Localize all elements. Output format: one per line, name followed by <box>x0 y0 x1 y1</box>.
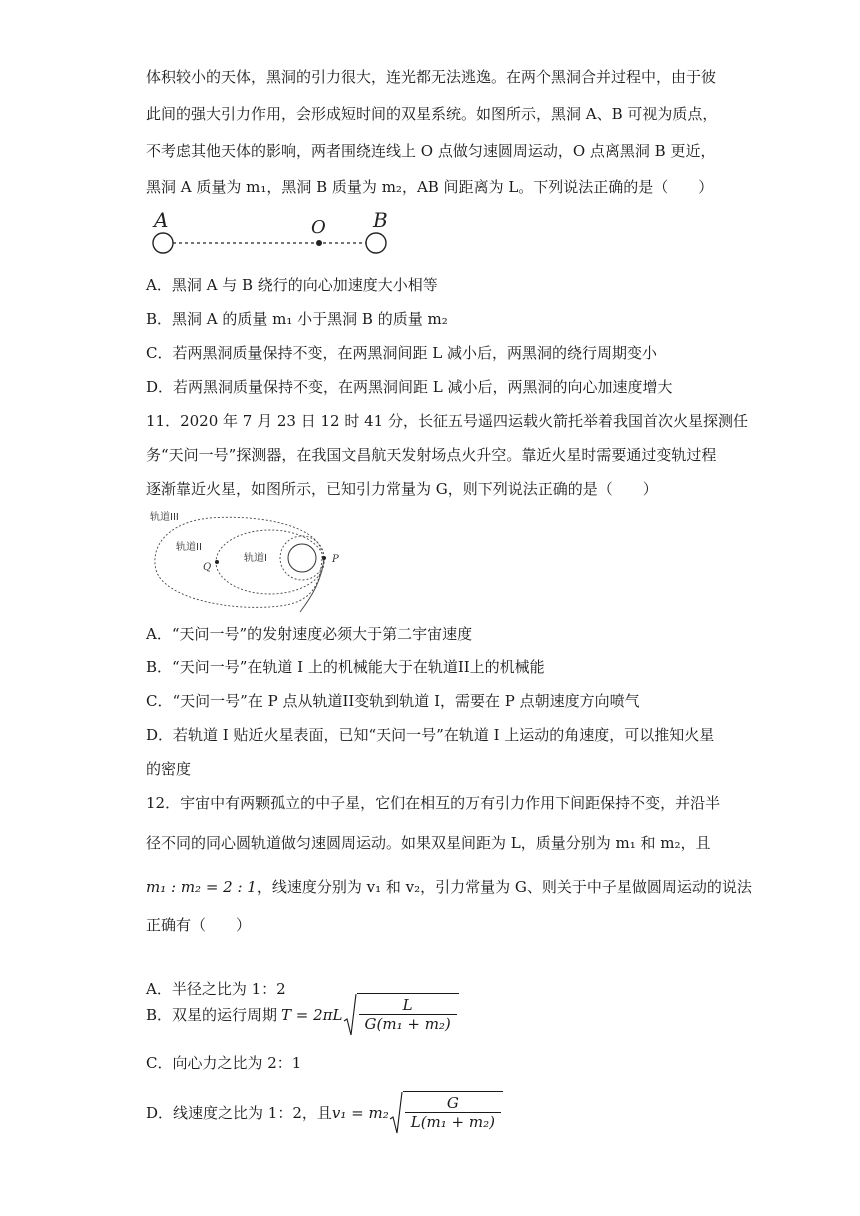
q12-line-1: 12．宇宙中有两颗孤立的中子星，它们在相互的万有引力作用下间距保持不变，并沿半 <box>146 794 721 812</box>
label-q: Q <box>203 562 212 573</box>
velocity-sqrt <box>389 1091 503 1135</box>
label-o: O <box>311 217 326 238</box>
period-denominator: G(m₁ + m₂) <box>364 1015 451 1033</box>
q10-line-1: 体积较小的天体，黑洞的引力很大，连光都无法逃逸。在两个黑洞合并过程中，由于彼 <box>146 68 717 86</box>
q12-line-2: 径不同的同心圆轨道做匀速圆周运动。如果双星间距为 L，质量分别为 m₁ 和 m₂，且 <box>146 834 711 852</box>
q10-option-b: B．黑洞 A 的质量 m₁ 小于黑洞 B 的质量 m₂ <box>146 310 448 328</box>
point-q <box>215 560 219 564</box>
q11-line-3: 逐渐靠近火星，如图所示，已知引力常量为 G，则下列说法正确的是（ ） <box>146 480 658 498</box>
point-p <box>322 556 326 560</box>
q12-option-b-text: B．双星的运行周期 <box>146 1006 278 1024</box>
black-hole-a <box>153 233 173 253</box>
q11-line-2: 务“天问一号”探测器，在我国文昌航天发射场点火升空。靠近火星时需要通过变轨过程 <box>146 446 717 464</box>
q11-option-c: C．“天问一号”在 P 点从轨道II变轨到轨道 I，需要在 P 点朝速度方向喷气 <box>146 692 640 710</box>
q10-line-4: 黑洞 A 质量为 m₁，黑洞 B 质量为 m₂，AB 间距离为 L。下列说法正确的是（ ） <box>146 178 714 196</box>
q11-option-a: A．“天问一号”的发射速度必须大于第二宇宙速度 <box>146 625 473 643</box>
label-a: A <box>154 208 169 232</box>
mars-orbit-diagram <box>140 508 360 616</box>
q12-option-a: A．半径之比为 1：2 <box>146 980 286 998</box>
q10-option-c: C．若两黑洞质量保持不变，在两黑洞间距 L 减小后，两黑洞的绕行周期变小 <box>146 344 657 362</box>
q10-option-a: A．黑洞 A 与 B 绕行的向心加速度大小相等 <box>146 276 438 294</box>
q11-option-d: D．若轨道 I 贴近火星表面，已知“天问一号”在轨道 I 上运动的角速度，可以推知火星 <box>146 726 715 744</box>
q12-option-b <box>146 990 800 1040</box>
label-orbit-iii: 轨道III <box>150 512 179 523</box>
velocity-denominator: L(m₁ + m₂) <box>410 1113 495 1131</box>
q12-option-c: C．向心力之比为 2：1 <box>146 1054 302 1072</box>
period-sqrt <box>343 993 459 1037</box>
sqrt-symbol-icon <box>343 993 357 1037</box>
q12-option-d-text: D．线速度之比为 1：2，且 <box>146 1104 332 1122</box>
q12-line-4: 正确有（ ） <box>146 916 252 934</box>
label-p: P <box>332 554 339 565</box>
velocity-formula-lhs: v₁ = m₂ <box>331 1104 389 1122</box>
orbit-i <box>280 536 324 580</box>
q12-option-d <box>146 1088 800 1138</box>
velocity-numerator: G <box>405 1094 501 1113</box>
sqrt-symbol-icon <box>389 1091 403 1135</box>
orbit-iii <box>155 517 322 607</box>
center-point-o <box>316 240 322 246</box>
q11-option-d-cont: 的密度 <box>146 760 192 778</box>
q10-option-d: D．若两黑洞质量保持不变，在两黑洞间距 L 减小后，两黑洞的向心加速度增大 <box>146 378 673 396</box>
binary-black-hole-diagram <box>140 205 400 260</box>
q12-line-3-text: ，线速度分别为 v₁ 和 v₂，引力常量为 G、则关于中子星做圆周运动的说法 <box>256 878 752 896</box>
approach-trajectory <box>300 558 324 612</box>
black-hole-b <box>366 233 386 253</box>
q10-line-3: 不考虑其他天体的影响，两者围绕连线上 O 点做匀速圆周运动，O 点离黑洞 B 更近， <box>146 142 716 160</box>
q11-line-1: 11．2020 年 7 月 23 日 12 时 41 分，长征五号遥四运载火箭托举着我国首次火星探测任 <box>146 412 748 430</box>
q10-line-2: 此间的强大引力作用，会形成短时间的双星系统。如图所示，黑洞 A、B 可视为质点， <box>146 105 718 123</box>
label-b: B <box>373 208 388 232</box>
mars-planet <box>288 544 316 572</box>
q12-line-3 <box>146 876 800 898</box>
mass-ratio-formula: m₁ : m₂ = 2 : 1 <box>146 878 257 896</box>
period-numerator: L <box>359 996 457 1015</box>
label-orbit-ii: 轨道II <box>176 542 202 553</box>
label-orbit-i: 轨道I <box>244 553 267 564</box>
q11-option-b: B．“天问一号”在轨道 I 上的机械能大于在轨道II上的机械能 <box>146 658 545 676</box>
period-formula-lhs: T = 2πL <box>281 1006 343 1024</box>
orbit-ii <box>216 530 324 594</box>
